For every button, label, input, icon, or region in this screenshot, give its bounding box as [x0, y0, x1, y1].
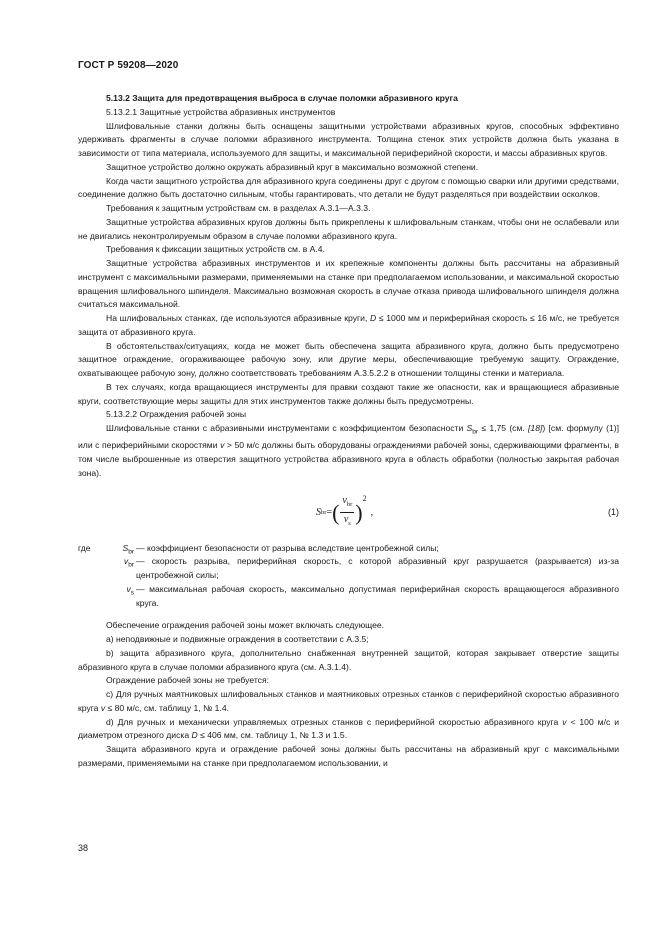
paragraph: Защитные устройства абразивных инструментов и их крепежные компоненты должны быть рассчитаны на абразивный инструмент с максимальными размерами, применяемыми на станке при предполагаемом использовании, и максимальной скоростью вращения шлифовального шпинделя. Максимально возможная скорость в случае отказа привода шлифовального шпинделя должна считаться максимальной. — [78, 258, 619, 310]
symbol-legend — [78, 542, 619, 611]
paragraph: Защита абразивного круга и ограждение рабочей зоны должны быть рассчитаны на абразивный круг с максимальными размерами, применяемыми на станке при предполагаемом использовании, и — [78, 744, 619, 768]
formula-1 — [78, 490, 619, 536]
paragraph: На шлифовальных станках, где используются абразивные круги, D ≤ 1000 мм и периферийная скорость ≤ 16 м/с, не требуется защита от абразивного круга. — [78, 313, 619, 337]
formula-expression: S br = ( $\frac{v_{br}}{v_s}$ ) 2 , — [316, 493, 374, 528]
list-item: d) Для ручных и механически управляемых отрезных станков с периферийной скоростью абразивного круга v < 100 м/с и диаметром отрезного диска D ≤ 406 мм, см. таблицу 1, № 1.3 и 1.5. — [78, 716, 620, 741]
paragraph: В обстоятельствах/ситуациях, когда не может быть обеспечена защита абразивного круга, должно быть предусмотрено защитное ограждение, огораживающее рабочую зону, или другие меры, обеспечивающие требуемую защиту. Ограждение, охватывающее рабочую зону, должно соответствовать требованиям А.3.5.2.2 в отношении толщины стенки и материала. — [78, 340, 619, 378]
legend-item: $v_s$ — максимальная рабочая скорость, максимально допустимая периферийная скорость вращающегося абразивного круга. — [126, 583, 619, 608]
legend-item: $v_{br}$ — скорость разрыва, периферийная скорость, с которой абразивный круг разрушается (разрывается) из-за центробежной силы; — [123, 556, 619, 581]
paragraph: Обеспечение ограждения рабочей зоны может включать следующее. — [106, 620, 385, 631]
formula-number: (1) — [608, 506, 619, 517]
page-number: 38 — [78, 843, 89, 853]
subsection-title: 5.13.2.1 Защитные устройства абразивных инструментов — [106, 106, 336, 117]
paragraph: Требования к фиксации защитных устройств см. в А.4. — [106, 244, 325, 255]
document-header: ГОСТ Р 59208—2020 — [78, 60, 179, 71]
paragraph: Защитное устройство должно окружать абразивный круг в максимально возможной степени. — [106, 161, 479, 172]
paragraph: Когда части защитного устройства для абразивного круга соединены друг с другом с помощью сварки или другими средствами, соединение должно быть достаточно сильным, чтобы гарантировать, что детали не будут разделяться при воздействии осколков. — [78, 175, 619, 200]
document-body — [78, 92, 619, 771]
paragraph: Ограждение рабочей зоны не требуется: — [106, 675, 269, 686]
list-item: b) защита абразивного круга, дополнительно снабженная внутренней защитой, которая закрывает отверстие защиты абразивного круга в случае поломки абразивного круга (см. А.3.1.4). — [78, 647, 619, 672]
subsection-title: 5.13.2.2 Ограждения рабочей зоны — [106, 409, 247, 420]
list-item: c) Для ручных маятниковых шлифовальных станков и маятниковых отрезных станков с периферийной скоростью абразивного круга v ≤ 80 м/с, см. таблицу 1, № 1.4. — [78, 689, 619, 713]
list-item: а) неподвижные и подвижные ограждения в соответствии с А.3.5; — [106, 634, 369, 645]
paragraph: Шлифовальные станки с абразивными инструментами с коэффициентом безопасности $S_{br} \le 1,75$ (см. [18]) [см. формулу (1)] или с периферийными скоростями v > 50 м/с должны быть оборудованы ограждениями рабочей зоны, сдерживающими фрагменты, в том числе выброшенные из отверстия защитного устройства абразивного круга в область обработки (полностью закрытая рабочая зона). — [78, 423, 619, 478]
section-heading: 5.13.2 Защита для предотвращения выброса в случае поломки абразивного круга — [106, 93, 458, 103]
paragraph: В тех случаях, когда вращающиеся инструменты для правки создают такие же опасности, как и вращающиеся абразивные круги, соответствующие меры защиты для этих инструментов также должны быть предусмотрены. — [78, 381, 619, 406]
paragraph: Требования к защитным устройствам см. в разделах А.3.1—А.3.3. — [106, 203, 371, 213]
legend-item: где $S_{br}$ — коэффициент безопасности от разрыва вследствие центробежной силы; — [78, 542, 439, 556]
paragraph: Шлифовальные станки должны быть оснащены защитными устройствами абразивных кругов, способных эффективно удерживать фрагменты в случае поломки абразивного инструмента. Толщина стенок этих устройств должна быть указана в зависимости от типа материала, используемого для защиты, и максимальной периферийной скорости, и массы абразивных кругов. — [78, 120, 619, 158]
paragraph: Защитные устройства абразивных кругов должны быть прикреплены к шлифовальным станкам, чтобы они не ослабевали или не двигались неконтролируемым образом в случае поломки абразивного круга. — [78, 216, 619, 241]
